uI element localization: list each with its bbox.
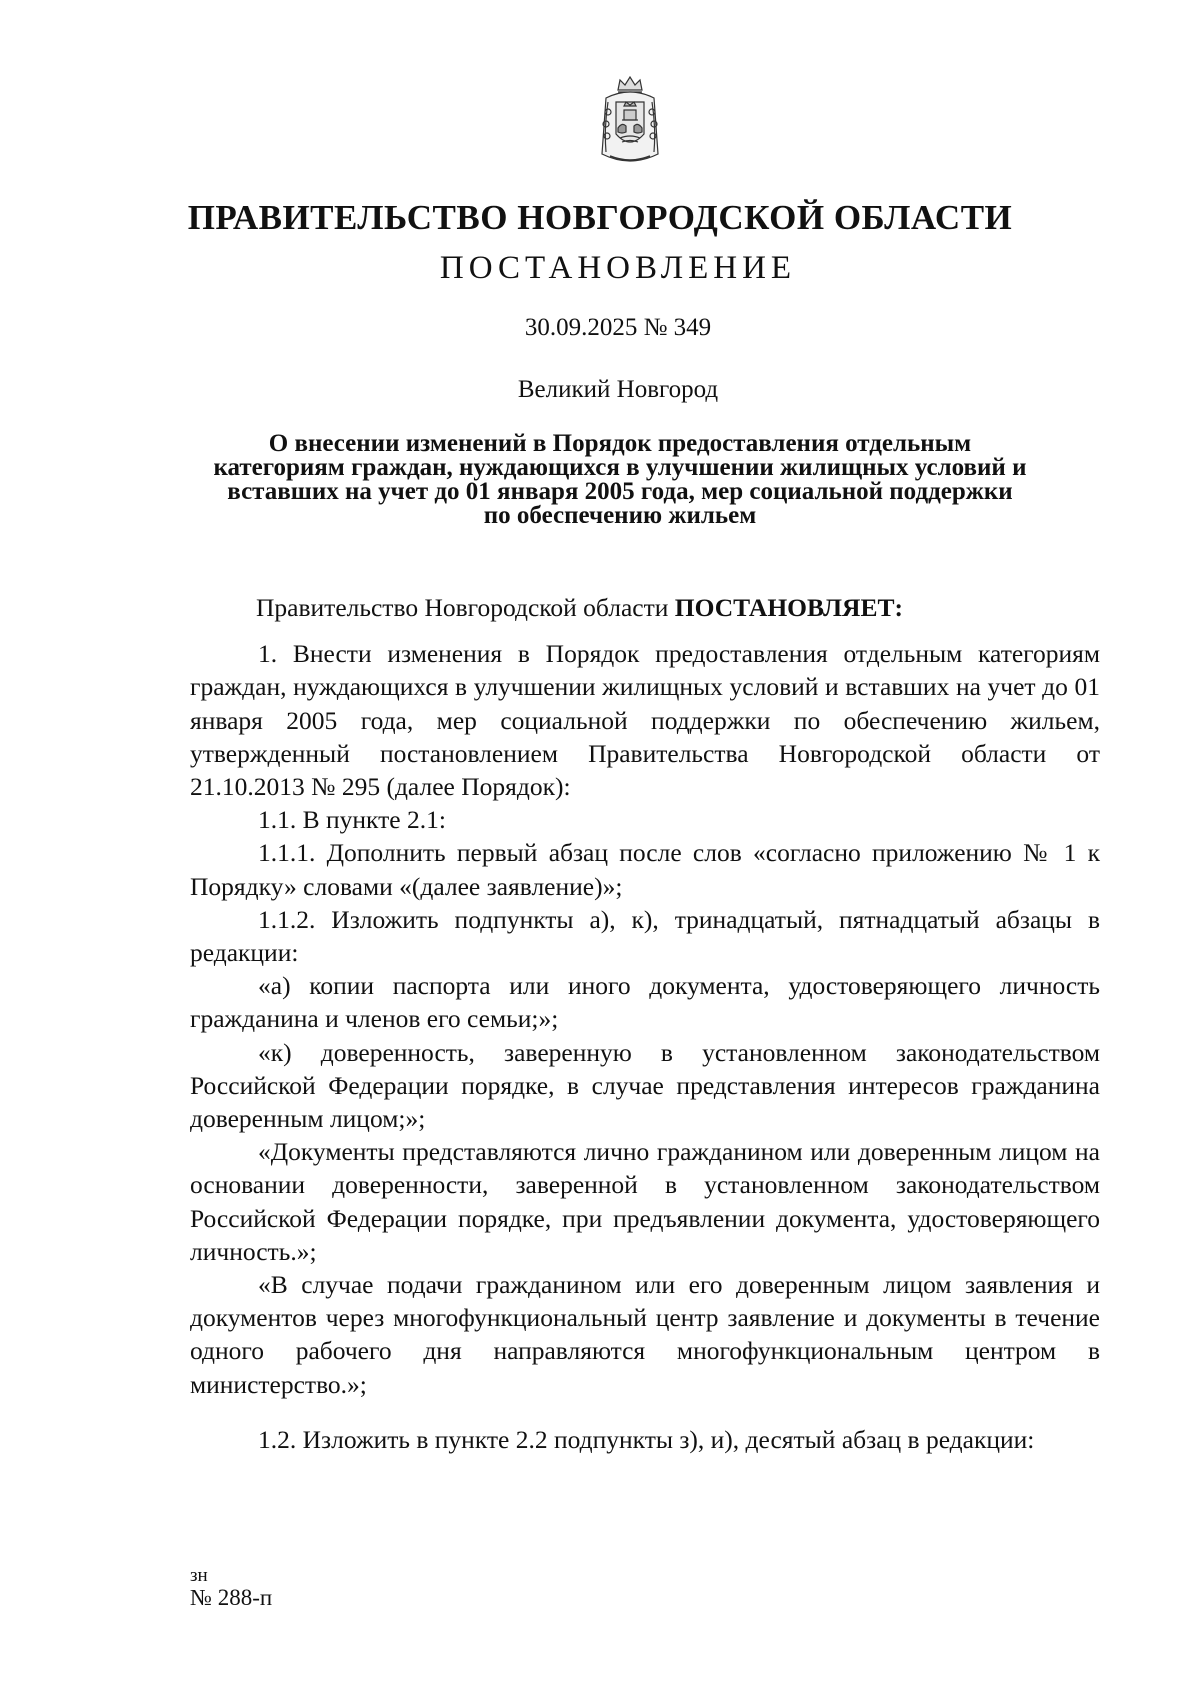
lead-bold: ПОСТАНОВЛЯЕТ: bbox=[674, 593, 903, 622]
body-paragraph: «Документы представляются лично гражданином или доверенным лицом на основании доверенности, заверенной в установленном законодательством Российской Федерации порядке, при предъявлении документа, удостоверяющего личность.»; bbox=[190, 1137, 1100, 1266]
body-paragraph: 1.1. В пункте 2.1: bbox=[258, 805, 446, 835]
document-subject bbox=[200, 432, 1040, 528]
subject-line: вставших на учет до 01 января 2005 года, мер социальной поддержки bbox=[227, 478, 1013, 505]
subject-line: по обеспечению жильем bbox=[483, 502, 757, 529]
body-paragraph: «к) доверенность, заверенную в установленном законодательством Российской Федерации порядке, в случае представления интересов гражданина доверенным лицом;»; bbox=[190, 1037, 1100, 1134]
body-paragraph: 1.2. Изложить в пункте 2.2 подпункты з), и), десятый абзац в редакции: bbox=[258, 1424, 1035, 1454]
document-type: ПОСТАНОВЛЕНИЕ bbox=[439, 250, 797, 286]
document-date-number: 30.09.2025 № 349 bbox=[524, 314, 712, 341]
subject-line: категориям граждан, нуждающихся в улучшении жилищных условий и bbox=[213, 454, 1027, 481]
coat-of-arms-icon bbox=[594, 72, 666, 172]
document-city: Великий Новгород bbox=[517, 376, 719, 403]
footer-number: № 288-п bbox=[190, 1585, 273, 1610]
body-paragraph: 1. Внести изменения в Порядок предоставления отдельным категориям граждан, нуждающихся в улучшении жилищных условий и вставших на учет до 01 января 2005 года, мер социальной поддержки по обеспечению жильем, утвержденный постановлением Правительства Новгородской области от 21.10.2013 № 295 (далее Порядок): bbox=[190, 639, 1100, 802]
footer-code: зн bbox=[190, 1565, 208, 1586]
subject-line: О внесении изменений в Порядок предоставления отдельным bbox=[268, 430, 972, 457]
lead-text: Правительство Новгородской области bbox=[256, 593, 675, 622]
government-title: ПРАВИТЕЛЬСТВО НОВГОРОДСКОЙ ОБЛАСТИ bbox=[187, 198, 1013, 237]
body-paragraph: «В случае подачи гражданином или его доверенным лицом заявления и документов через многофункциональный центр заявление и документы в течение одного рабочего дня направляются многофункциональным центром в министерство.»; bbox=[190, 1270, 1100, 1399]
body-paragraph: 1.1.2. Изложить подпункты а), к), тринадцатый, пятнадцатый абзацы в редакции: bbox=[190, 904, 1100, 968]
body-paragraph: 1.1.1. Дополнить первый абзац после слов «согласно приложению № 1 к Порядку» словами «(далее заявление)»; bbox=[190, 838, 1100, 901]
body-paragraph: «а) копии паспорта или иного документа, удостоверяющего личность гражданина и членов его семьи;»; bbox=[190, 971, 1100, 1034]
document-body bbox=[190, 591, 1100, 1456]
lead-paragraph bbox=[190, 591, 1100, 624]
